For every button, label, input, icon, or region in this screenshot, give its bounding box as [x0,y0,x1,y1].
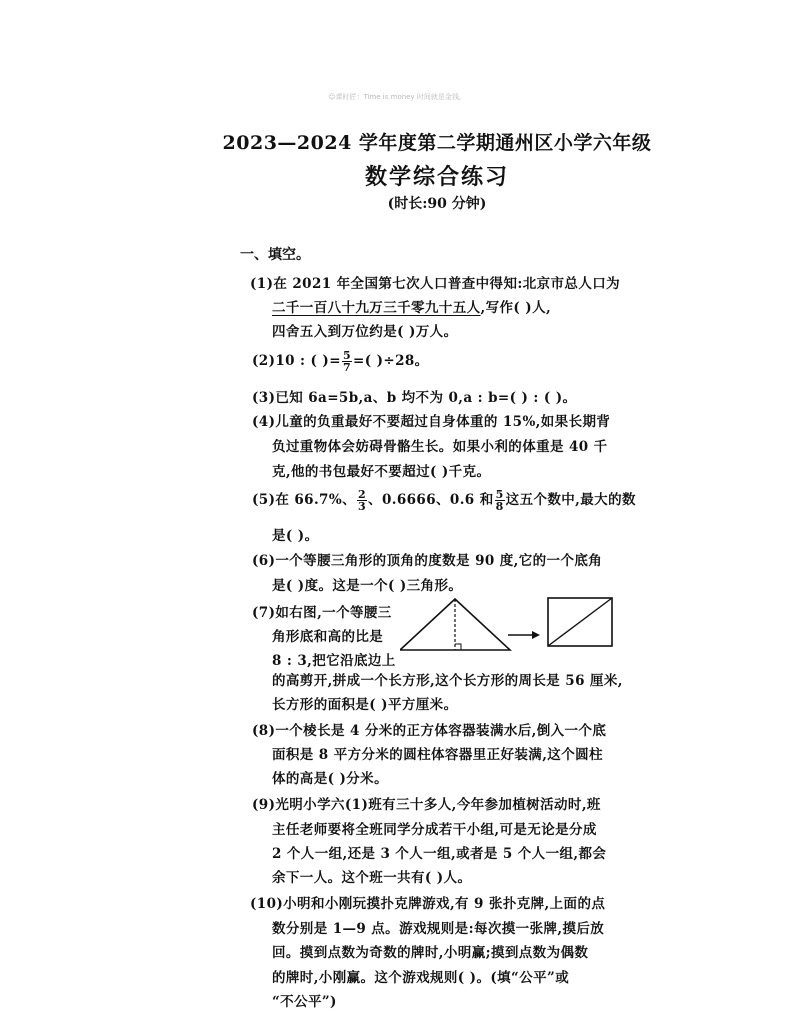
q5-prefix: (5)在 66.7%、 [252,492,356,508]
q9-line1: (9)光明小学六(1)班有三十多人,今年参加植树活动时,班 [252,797,601,813]
q5-frac1-denominator: 3 [357,500,367,513]
q7-line3: 8 : 3,把它沿底边上 [272,653,396,669]
q8-line1: (8)一个棱长是 4 分米的正方体容器装满水后,倒入一个底 [252,723,607,739]
section-title-fill-in: 一、填空。 [240,247,310,263]
exam-duration: (时长:90 分钟) [387,196,487,212]
q7-line1: (7)如右图,一个等腰三 [252,605,392,621]
q9-line2: 主任老师要将全班同学分成若干小组,可是无论是分成 [272,822,597,838]
q1-line3: 四舍五入到万位约是( )万人。 [272,324,458,340]
q7-line2: 角形底和高的比是 [272,629,384,645]
q5-frac2-numerator: 5 [495,488,504,501]
q2-prefix: (2)10 : ( )= [252,353,341,369]
q2-fraction [342,350,352,373]
q8-line3: 体的高是( )分米。 [272,771,388,787]
q10-line5: “不公平”) [272,994,337,1010]
q3-line: (3)已知 6a=5b,a、b 均不为 0,a : b=( ) : ( )。 [252,390,577,406]
watermark-text: ☺课时匠：Time is money 时间就是金钱。 [328,93,466,101]
q5-suffix: 这五个数中,最大的数 [505,492,636,508]
arrow-head-icon [532,631,540,639]
q7-figure [400,595,620,657]
rectangle-diagonal [548,598,612,646]
q2-frac-denominator: 7 [342,361,351,374]
q5-middle: 、0.6666、0.6 和 [368,492,494,508]
q4-line2: 负过重物体会妨碍骨骼生长。如果小利的体重是 40 千 [272,439,608,455]
q1-line1: (1)在 2021 年全国第七次人口普查中得知:北京市总人口为 [250,276,621,292]
q5-line1 [252,488,636,512]
q6-line2: 是( )度。这是一个( )三角形。 [272,578,463,594]
q1-line2 [272,296,551,316]
q9-line4: 余下一人。这个班一共有( )人。 [272,870,472,886]
q5-fraction-2 [495,489,505,512]
q10-line3: 回。摸到点数为奇数的牌时,小明赢;摸到点数为偶数 [272,945,589,961]
q8-line2: 面积是 8 平方分米的圆柱体容器里正好装满,这个圆柱 [272,747,603,763]
q2-suffix: =( )÷28。 [353,353,429,369]
q7-line5: 长方形的面积是( )平方厘米。 [272,697,458,713]
q4-line1: (4)儿童的负重最好不要超过自身体重的 15%,如果长期背 [252,414,611,430]
q2-line [252,349,429,373]
q5-frac1-numerator: 2 [357,488,367,501]
exam-title: 2023—2024 学年度第二学期通州区小学六年级 [222,132,652,154]
exam-subtitle: 数学综合练习 [364,164,509,190]
q5-frac2-denominator: 8 [495,500,504,513]
q10-line4: 的牌时,小刚赢。这个游戏规则( )。(填“公平”或 [272,970,570,986]
q2-frac-numerator: 5 [342,349,351,362]
q5-line2: 是( )。 [272,528,319,544]
q1-line2-rest: ,写作( )人, [480,300,552,316]
q10-line2: 数分别是 1—9 点。游戏规则是:每次摸一张牌,摸后放 [272,921,605,937]
q5-fraction-1 [357,489,367,512]
q6-line1: (6)一个等腰三角形的顶角的度数是 90 度,它的一个底角 [252,553,603,569]
q1-underlined-number: 二千一百八十九万三千零九十五人 [272,300,481,316]
q9-line3: 2 个人一组,还是 3 个人一组,或者是 5 个人一组,都会 [272,846,607,862]
q4-line3: 克,他的书包最好不要超过( )千克。 [272,464,491,480]
right-angle-mark [455,644,461,650]
q7-line4: 的高剪开,拼成一个长方形,这个长方形的周长是 56 厘米, [272,673,623,689]
q10-line1: (10)小明和小刚玩摸扑克牌游戏,有 9 张扑克牌,上面的点 [250,896,606,912]
